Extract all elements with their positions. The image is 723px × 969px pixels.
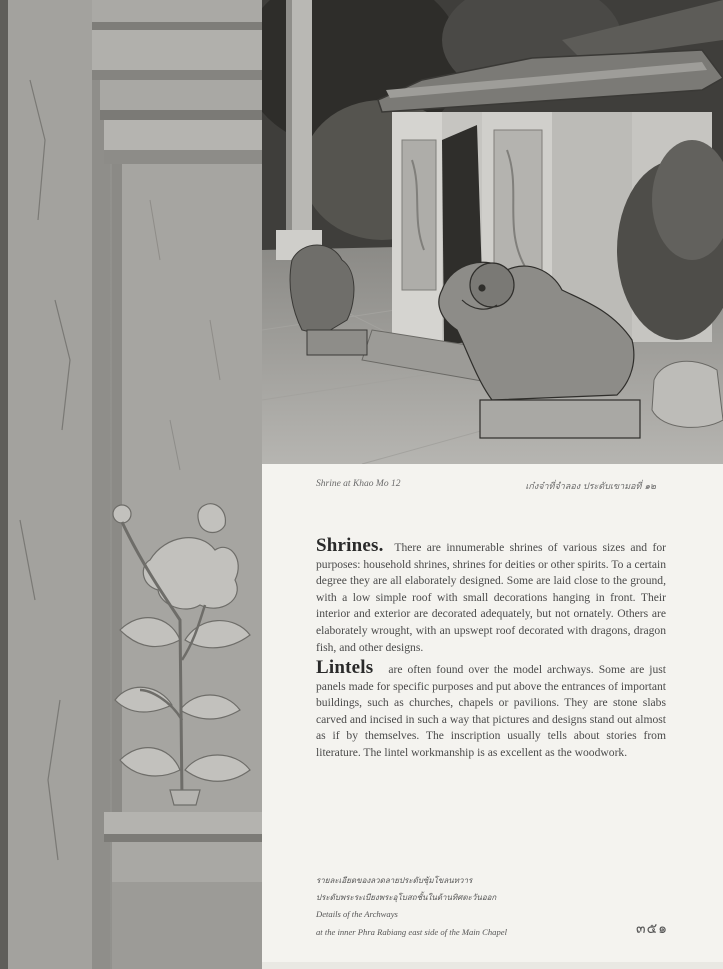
archway-caption-english-line1: Details of the Archways xyxy=(316,909,398,920)
archway-caption-english-line2: at the inner Phra Rabiang east side of the Main Chapel xyxy=(316,926,507,937)
archway-relief-photo xyxy=(0,0,262,969)
shrine-illustration xyxy=(262,0,723,464)
heading-period: . xyxy=(378,535,384,556)
archway-caption-thai-line2: ประดับพระระเบียงพระอุโบสถชั้นในด้านทิศตะวันออก xyxy=(316,893,497,903)
photo-caption-english: Shrine at Khao Mo 12 xyxy=(316,479,401,489)
photo-caption xyxy=(316,479,656,497)
archway-caption-thai-line1: รายละเอียดของลวดลายประดับซุ้มโขลนทวาร xyxy=(316,876,473,885)
shrine-photo xyxy=(262,0,723,464)
page-bottom-edge xyxy=(262,962,723,969)
shrines-body: There are innumerable shrines of various sizes and for purposes: household shrines, shrines for deities or other spirits. To a certain degree they are all elaborately designed. Some are laid close to the ground, with a low simple roof with small decorations hanging in front. Their interior and exterior are decorated adequately, but not ornately. Others are elaborately wrought, with an upswept roof decorated with dragons, dragon fish, and other designs. xyxy=(316,541,667,654)
archway-caption xyxy=(316,872,636,941)
lintels-heading: Lintels xyxy=(316,657,374,678)
shrines-heading: Shrines xyxy=(316,535,379,556)
page-number: ๓๕๑ xyxy=(636,921,669,937)
shrines-section xyxy=(316,535,667,656)
lintels-section xyxy=(316,657,666,762)
lintels-body: are often found over the model archways. Some are just panels made for specific purposes and put above the entrances of important buildings, such as churches, chapels or pavilions. They are stone slabs carved and incised in such a way that pictures and designs stand out almost as if by themselves. The inscription usually tells about stories from literature. The lintel workmanship is as excellent as the woodwork. xyxy=(316,663,666,759)
archway-relief-illustration xyxy=(0,0,262,969)
photo-caption-thai: เก๋งจ๋าที่จำลอง ประดับเขามอที่ ๑๒ xyxy=(525,482,656,492)
